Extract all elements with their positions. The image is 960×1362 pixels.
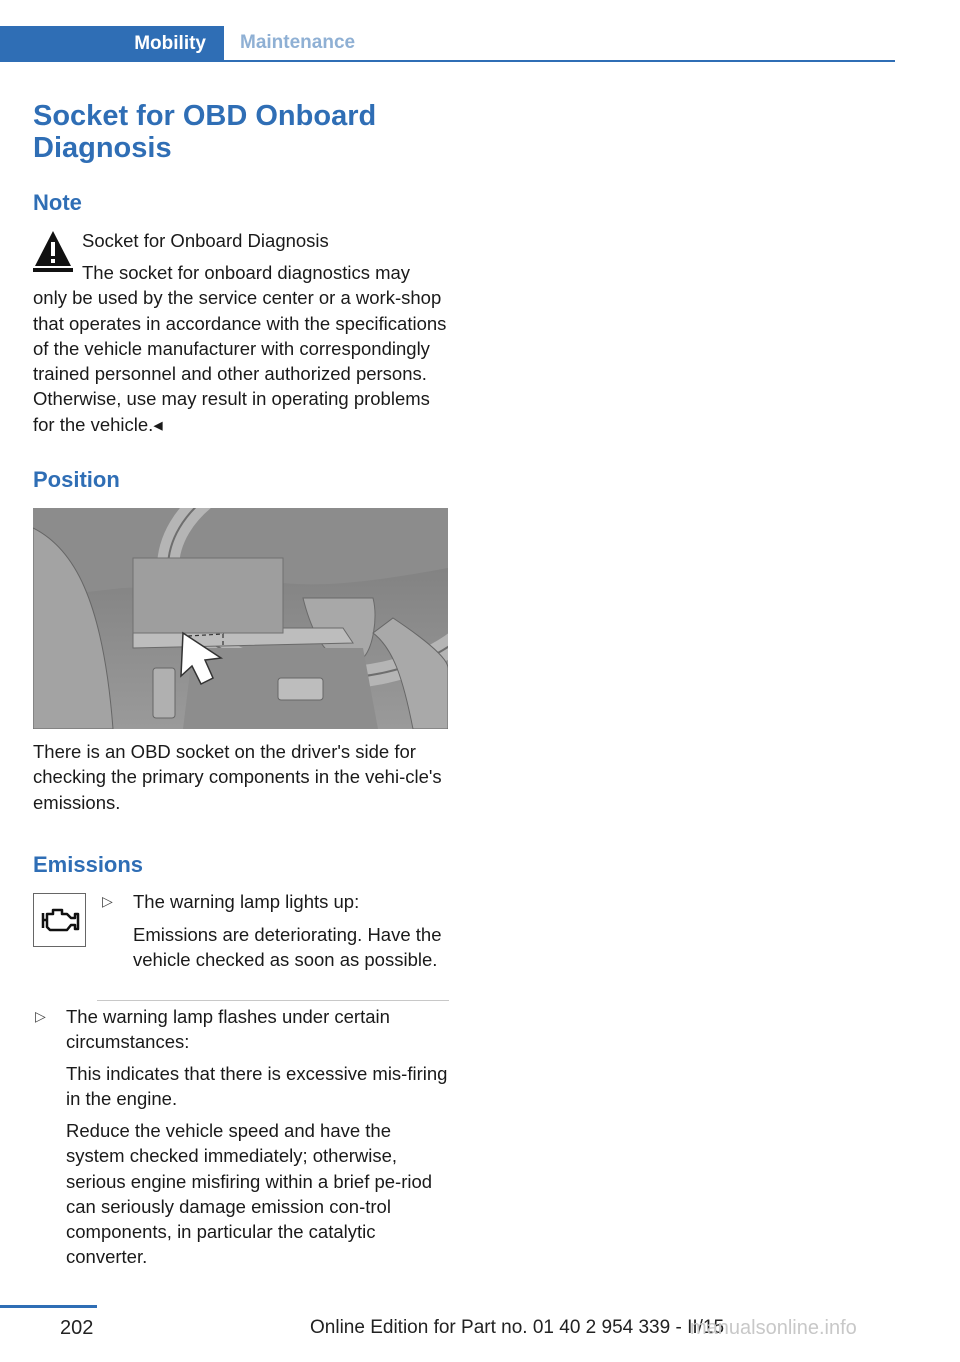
bullet-icon: ▷: [35, 1008, 46, 1024]
watermark: manualsonline.info: [690, 1317, 857, 1339]
engine-warning-icon: [33, 893, 86, 947]
emissions-item2-detail2: Reduce the vehicle speed and have the system checked immediately; otherwise, serious engine misfiring within a brief pe-riod can seriously damage emission con-trol components, in particular the catalytic converter.: [66, 1120, 433, 1268]
tab-maintenance[interactable]: Maintenance: [240, 32, 356, 53]
page-number: 202: [60, 1317, 94, 1339]
warning-body: The socket for onboard diagnostics may only be used by the service center or a work-shop that operates in accordance with the specifications of the vehicle manufacturer with correspondingly trained personnel and other authorized persons. Otherwise, use may result in operating problems for the vehicle.◂: [33, 262, 447, 435]
emissions-item1-title: The warning lamp lights up:: [133, 891, 360, 912]
header: [0, 26, 895, 62]
bullet-icon: ▷: [102, 893, 113, 909]
emissions-item2-detail1: This indicates that there is excessive mis-firing in the engine.: [66, 1063, 448, 1110]
edition-info: Online Edition for Part no. 01 40 2 954 339 - II/15: [310, 1317, 725, 1338]
emissions-item2-title: The warning lamp flashes under certain circumstances:: [66, 1006, 390, 1053]
warning-title: Socket for Onboard Diagnosis: [82, 230, 329, 251]
tab-mobility[interactable]: Mobility: [0, 26, 224, 62]
obd-position-illustration: [33, 508, 448, 729]
footer-rule: [0, 1305, 97, 1308]
position-text: There is an OBD socket on the driver's side for checking the primary components in the vehi-cle's emissions.: [33, 741, 442, 813]
emissions-item1-detail: Emissions are deteriorating. Have the vehicle checked as soon as possible.: [133, 924, 442, 971]
emissions-heading: Emissions: [33, 852, 144, 877]
position-heading: Position: [33, 467, 120, 492]
list-divider: [97, 1000, 449, 1001]
page-title: Socket for OBD Onboard Diagnosis: [33, 100, 377, 164]
note-heading: Note: [33, 190, 82, 215]
